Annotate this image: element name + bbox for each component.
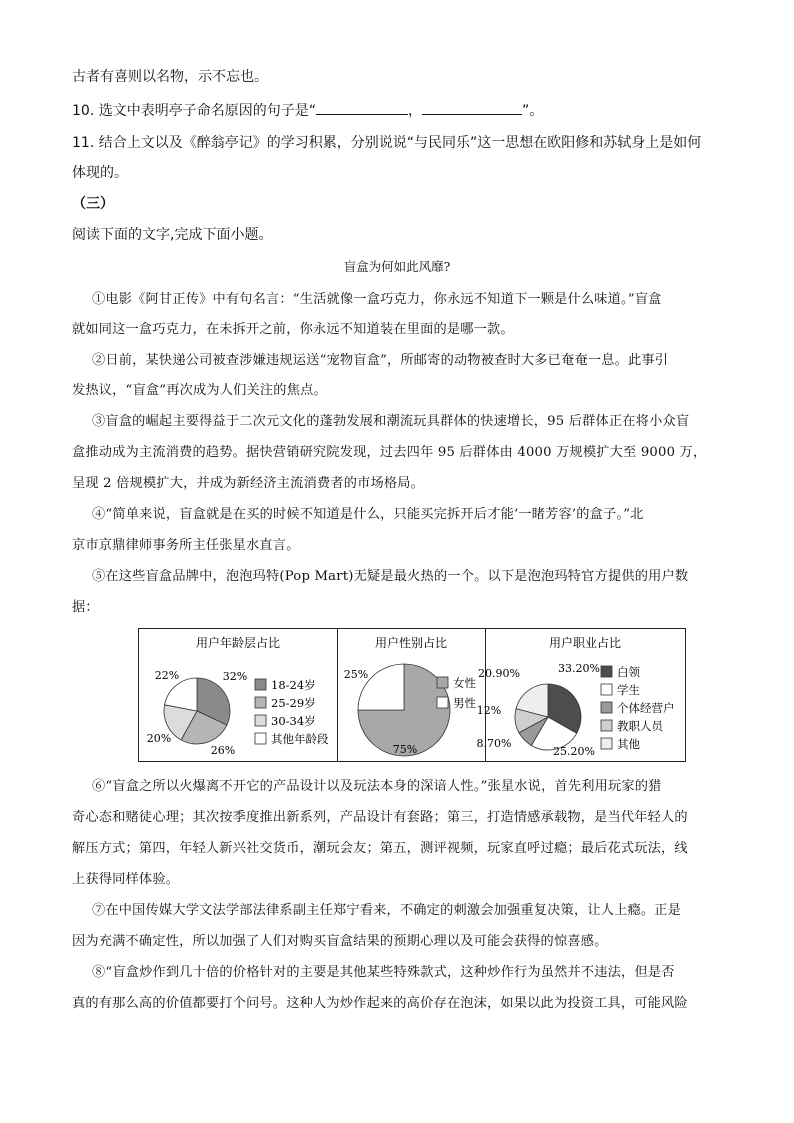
legend-label: 18-24岁 xyxy=(271,678,316,692)
chart-title: 用户年龄层占比 xyxy=(195,636,281,650)
question-10-text: 10. 选文中表明亭子命名原因的句子是“ xyxy=(72,103,316,119)
paragraph-5: ⑤在这些盲盒品牌中，泡泡玛特(Pop Mart)无疑是最火热的一个。以下是泡泡玛特官方提供的用户数 xyxy=(92,569,689,584)
legend-swatch xyxy=(255,733,266,744)
paragraph-8-cont: 真的有那么高的价值都要打个问号。这种人为炒作起来的高价存在泡沫，如果以此为投资工具，可能风险 xyxy=(72,996,688,1011)
paragraph-3-cont2: 呈现 2 倍规模扩大，并成为新经济主流消费者的市场格局。 xyxy=(72,476,425,491)
legend-label: 教职人员 xyxy=(617,719,663,733)
text-line: 古者有喜则以名物，示不忘也。 xyxy=(72,69,268,85)
legend-swatch xyxy=(437,677,448,688)
legend-label: 其他年龄段 xyxy=(271,732,329,746)
answer-blank-1[interactable] xyxy=(316,101,408,115)
legend-label: 白领 xyxy=(617,665,640,679)
legend-swatch xyxy=(255,679,266,690)
legend-swatch xyxy=(601,684,612,695)
legend-swatch xyxy=(601,720,612,731)
charts-canvas xyxy=(139,629,685,761)
paragraph-6-cont3: 上获得同样体验。 xyxy=(72,872,180,887)
paragraph-6-cont: 奇心态和赌徒心理；其次按季度推出新系列，产品设计有套路；第三，打造情感承载物，是当代年轻人的 xyxy=(72,810,688,825)
question-11-line2: 体现的。 xyxy=(72,165,128,181)
slice-label: 20.90% xyxy=(478,667,520,680)
paragraph-1-cont: 就如同这一盒巧克力，在未拆开之前，你永远不知道装在里面的是哪一款。 xyxy=(72,322,514,337)
paragraph-2-cont: 发热议，“盲盒”再次成为人们关注的焦点。 xyxy=(72,383,327,398)
slice-label: 75% xyxy=(392,743,418,756)
legend-label: 学生 xyxy=(617,683,640,697)
paragraph-4: ④“简单来说，盲盒就是在买的时候不知道是什么，只能买完拆开后才能‘一睹芳容’的盒子。”北 xyxy=(92,507,644,522)
paragraph-1: ①电影《阿甘正传》中有句名言：“生活就像一盒巧克力，你永远不知道下一颗是什么味道。”盲盒 xyxy=(92,292,662,307)
question-11-line1: 11. 结合上文以及《醉翁亭记》的学习积累，分别说说“与民同乐”这一思想在欧阳修和苏轼身上是如何 xyxy=(72,135,702,151)
slice-label: 26% xyxy=(210,744,236,757)
slice-label: 12% xyxy=(476,704,502,717)
legend-swatch xyxy=(601,738,612,749)
slice-label: 20% xyxy=(146,732,172,745)
paragraph-4-cont: 京市京鼎律师事务所主任张星水直言。 xyxy=(72,538,300,553)
slice-label: 25.20% xyxy=(553,745,595,758)
question-10-end: ”。 xyxy=(521,103,544,119)
paragraph-8: ⑧“盲盒炒作到几十倍的价格针对的主要是其他某些特殊款式，这种炒作行为虽然并不违法，但是否 xyxy=(92,965,675,980)
slice-label: 32% xyxy=(222,670,248,683)
paragraph-7-cont: 因为充满不确定性，所以加强了人们对购买盲盒结果的预期心理以及可能会获得的惊喜感。 xyxy=(72,934,608,949)
paragraph-5-cont: 据： xyxy=(72,600,99,615)
pie-slice xyxy=(165,678,197,711)
paragraph-7: ⑦在中国传媒大学文法学部法律系副主任郑宁看来，不确定的刺激会加强重复决策，让人上瘾。正是 xyxy=(92,903,682,918)
paragraph-2: ②日前，某快递公司被查涉嫌违规运送“宠物盲盒”，所邮寄的动物被查时大多已奄奄一息。此事引 xyxy=(92,353,669,368)
legend-swatch xyxy=(437,697,448,708)
paragraph-6: ⑥“盲盒之所以火爆离不开它的产品设计以及玩法本身的深谙人性。”张星水说，首先利用玩家的猎 xyxy=(92,779,662,794)
paragraph-3: ③盲盒的崛起主要得益于二次元文化的蓬勃发展和潮流玩具群体的快速增长，95 后群体正在将小众盲 xyxy=(92,414,690,429)
question-10-sep: ， xyxy=(407,103,422,119)
legend-label: 男性 xyxy=(453,696,476,710)
article-title: 盲盒为何如此风靡? xyxy=(343,259,451,274)
legend-swatch xyxy=(255,697,266,708)
legend-label: 25-29岁 xyxy=(271,696,316,710)
slice-label: 33.20% xyxy=(558,662,600,675)
legend-label: 个体经营户 xyxy=(617,701,675,715)
legend-label: 女性 xyxy=(453,676,476,690)
legend-swatch xyxy=(255,715,266,726)
user-data-charts xyxy=(138,628,686,762)
instruction: 阅读下面的文字,完成下面小题。 xyxy=(72,227,273,243)
slice-label: 22% xyxy=(154,669,180,682)
legend-swatch xyxy=(601,666,612,677)
chart-title: 用户职业占比 xyxy=(548,636,622,650)
legend-label: 其他 xyxy=(617,737,640,751)
answer-blank-2[interactable] xyxy=(422,101,522,115)
question-10 xyxy=(72,100,543,120)
paragraph-6-cont2: 解压方式；第四，年轻人新兴社交货币，潮玩会友；第五，测评视频，玩家直呼过瘾；最后花式玩法，线 xyxy=(72,841,688,856)
legend-swatch xyxy=(601,702,612,713)
slice-label: 8.70% xyxy=(476,737,512,750)
section-heading: （三） xyxy=(72,196,114,212)
chart-title: 用户性别占比 xyxy=(374,636,448,650)
slice-label: 25% xyxy=(343,668,369,681)
legend-label: 30-34岁 xyxy=(271,714,316,728)
paragraph-3-cont: 盒推动成为主流消费的趋势。据快营销研究院发现，过去四年 95 后群体由 4000 万规模扩大至 9000 万， xyxy=(72,445,707,460)
